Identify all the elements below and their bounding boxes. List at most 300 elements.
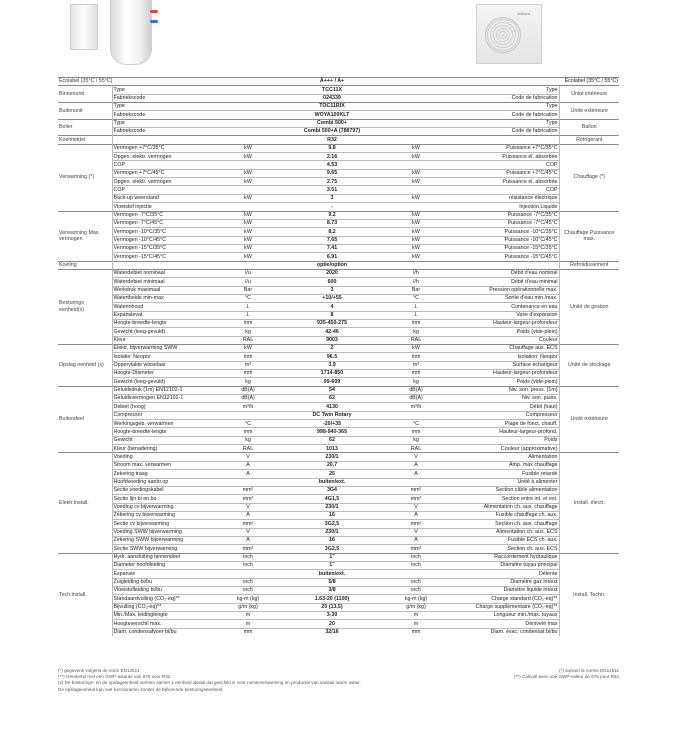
spec-label-fr: Section ch. aux. ECS (440, 545, 559, 553)
spec-unit: A (224, 470, 272, 478)
spec-row (58, 428, 619, 436)
spec-unit-fr: A (392, 511, 440, 519)
storage-tank-image (110, 0, 152, 65)
group-label-fr: Install. Techn. (559, 553, 619, 636)
spec-unit-fr (392, 203, 440, 211)
spec-row (58, 436, 619, 444)
spec-value: 20 (272, 620, 392, 628)
spec-unit: kW (224, 228, 272, 236)
spec-unit: kW (224, 178, 272, 186)
spec-label-nl: Back-up weerstand (112, 194, 224, 202)
spec-value: 2.16 (272, 153, 392, 161)
spec-row (58, 620, 619, 628)
spec-unit-fr: mm (392, 428, 440, 436)
spec-value: Combi 500+ (272, 119, 392, 127)
group-label-nl: Buitendeel (58, 386, 112, 453)
spec-label-nl: Vermogen -7°C/35°C (112, 211, 224, 219)
spec-label-fr: Compresseur (440, 411, 559, 419)
spec-unit: °C (224, 420, 272, 428)
spec-label-nl: COP (112, 186, 224, 194)
spec-label-nl: Oppervlakte wisselaar (112, 361, 224, 369)
spec-unit-fr: mm (392, 628, 440, 636)
ecolabel-row (58, 78, 619, 86)
ecolabel-label-fr: Ecolabel (35°C / 55°C) (392, 78, 619, 86)
spec-row (58, 353, 619, 361)
spec-label-fr: Vase d'expansion (440, 311, 559, 319)
spec-unit-fr: kW (392, 211, 440, 219)
spec-label-nl: Bijvulling (CO₂-eq)** (112, 603, 224, 611)
spec-value: DC Twin Rotary (272, 411, 392, 419)
spec-unit-fr: kW (392, 219, 440, 227)
spec-label-fr: Puissance -15°C/35°C (440, 244, 559, 252)
spec-label-fr: Diamètre liquide int/ext (440, 586, 559, 594)
spec-row (58, 520, 619, 528)
spec-value: 4G1,5 (272, 495, 392, 503)
spec-unit-fr: mm² (392, 486, 440, 494)
spec-value: 935-450-275 (272, 319, 392, 327)
spec-value: 6.91 (272, 253, 392, 261)
spec-unit-fr: m² (392, 361, 440, 369)
spec-label-nl: Debiet (hoog) (112, 403, 224, 411)
spec-value: +10/+55 (272, 294, 392, 302)
footnote-row (58, 687, 619, 693)
spec-row (58, 203, 619, 211)
group-label-nl: Koelmiddel (58, 136, 112, 144)
spec-label-nl: Voeding cv bijverwarming (112, 503, 224, 511)
spec-unit-fr (392, 136, 440, 144)
spec-label-nl: Type (112, 86, 224, 94)
spec-label-nl: Vermogen -7°C/45°C (112, 219, 224, 227)
spec-unit-fr: A (392, 461, 440, 469)
spec-label-fr: Type (440, 103, 559, 111)
spec-value: 4130 (272, 403, 392, 411)
group-label-fr: Refroidissement (559, 261, 619, 269)
spec-row (58, 411, 619, 419)
spec-row (58, 161, 619, 169)
spec-row (58, 153, 619, 161)
spec-value: 1714-850 (272, 370, 392, 378)
spec-label-fr: Débit (haut) (440, 403, 559, 411)
spec-label-nl: Sectie SWW bijverwarming (112, 545, 224, 553)
spec-row (58, 370, 619, 378)
spec-row (58, 236, 619, 244)
spec-label-fr: Hauteur-largeur-profondeur (440, 370, 559, 378)
spec-unit-fr: kW (392, 244, 440, 252)
spec-row (58, 536, 619, 544)
spec-unit-fr: inch (392, 561, 440, 569)
group-label-fr: Unité de stockage (559, 345, 619, 387)
spec-unit: °C (224, 294, 272, 302)
spec-label-fr: Charge standard (CO₂-eq)** (440, 595, 559, 603)
spec-value: 230/1 (272, 503, 392, 511)
spec-label-nl: Isolatie: Neopor (112, 353, 224, 361)
spec-label-nl: Compressor (112, 411, 224, 419)
spec-unit: V (224, 453, 272, 461)
spec-label-nl (112, 261, 224, 269)
spec-unit-fr: kW (392, 144, 440, 152)
spec-unit: kW (224, 169, 272, 177)
spec-value: 8.73 (272, 219, 392, 227)
spec-unit: L (224, 303, 272, 311)
spec-label-nl (112, 136, 224, 144)
spec-row (58, 136, 619, 144)
spec-unit-fr: L (392, 311, 440, 319)
spec-row (58, 219, 619, 227)
spec-value: 9003 (272, 336, 392, 344)
spec-label-fr: Diamètre gaz int/ext (440, 578, 559, 586)
spec-unit-fr: °C (392, 420, 440, 428)
spec-group (58, 136, 619, 144)
spec-unit-fr (392, 119, 440, 127)
spec-label-nl: Zekering traag (112, 470, 224, 478)
spec-group (58, 119, 619, 136)
spec-group (58, 144, 619, 211)
spec-row (58, 470, 619, 478)
spec-unit-fr: kW (392, 228, 440, 236)
hot-pipe-icon (150, 10, 158, 13)
ecolabel-value: A+++ / A+ (272, 78, 392, 86)
spec-label-nl: Waterdebiet minimaal (112, 278, 224, 286)
spec-value: 9.8 (272, 144, 392, 152)
spec-label-fr: Puissance él. absorbée (440, 153, 559, 161)
spec-unit: inch (224, 553, 272, 561)
spec-label-fr: Alimentation ch. aux. chauffage (440, 503, 559, 511)
spec-label-nl: Vermogen -15°C/35°C (112, 244, 224, 252)
spec-row (58, 319, 619, 327)
spec-value: 3.9 (272, 361, 392, 369)
spec-row (58, 395, 619, 403)
spec-value: optie/option (272, 261, 392, 269)
spec-row (58, 586, 619, 594)
spec-label-nl: Waterdebiet nominaal (112, 269, 224, 277)
spec-label-nl: Waterinhoud (112, 303, 224, 311)
spec-value: 1" (272, 553, 392, 561)
spec-value: 20.7 (272, 461, 392, 469)
spec-label-fr: Type (440, 86, 559, 94)
spec-row (58, 86, 619, 94)
spec-label-nl: Sectie lijn bi en bu (112, 495, 224, 503)
spec-label-fr: Diam. évac. condensat bi/bu (440, 628, 559, 636)
spec-row (58, 336, 619, 344)
spec-label-fr: Section entre int. et ext. (440, 495, 559, 503)
outdoor-unit-brand: Vaillant (517, 11, 530, 16)
spec-group (58, 453, 619, 553)
spec-unit-fr (392, 411, 440, 419)
footnote-nl: (**) Gerekend met een GWP-waarde van 675 voor R32 (58, 674, 171, 680)
spec-unit: inch (224, 578, 272, 586)
spec-label-nl: Hoogte-breedte-lengte (112, 319, 224, 327)
spec-unit-fr (392, 161, 440, 169)
spec-unit (224, 119, 272, 127)
spec-row (58, 478, 619, 486)
spec-group (58, 86, 619, 103)
spec-unit: mm (224, 628, 272, 636)
spec-row (58, 486, 619, 494)
group-label-fr: Install. électr. (559, 453, 619, 553)
spec-label-nl: Vloeistofleiding bi/bu (112, 586, 224, 594)
spec-value: 96.5 (272, 353, 392, 361)
spec-row (58, 286, 619, 294)
spec-label-fr: Diamètre tuyau principal (440, 561, 559, 569)
spec-unit: dB(A) (224, 395, 272, 403)
spec-row (58, 194, 619, 202)
spec-unit: L (224, 311, 272, 319)
spec-label-fr: Puissance -10°C/45°C (440, 236, 559, 244)
group-label-nl: Tech.install. (58, 553, 112, 636)
spec-group (58, 211, 619, 261)
spec-label-nl: Kleur (112, 336, 224, 344)
spec-label-nl: Fabriekscode (112, 128, 224, 136)
spec-unit-fr: A (392, 470, 440, 478)
spec-value: 1.63-20 (1100) (272, 595, 392, 603)
spec-group (58, 345, 619, 387)
spec-unit: mm² (224, 495, 272, 503)
spec-value: 3G4 (272, 486, 392, 494)
spec-row (58, 103, 619, 111)
spec-unit (224, 136, 272, 144)
spec-table-frame (58, 77, 619, 667)
spec-value: 2 (272, 345, 392, 353)
spec-row (58, 553, 619, 561)
spec-unit-fr: kW (392, 236, 440, 244)
spec-row (58, 603, 619, 611)
spec-unit-fr: mm² (392, 495, 440, 503)
spec-unit: kW (224, 211, 272, 219)
spec-label-nl: Vermogen -15°C/45°C (112, 253, 224, 261)
spec-value: -20/+35 (272, 420, 392, 428)
spec-label-fr: Amp. max chauffage (440, 461, 559, 469)
spec-value: 8.2 (272, 228, 392, 236)
spec-row (58, 511, 619, 519)
spec-label-fr: Puissance +7°C/35°C (440, 144, 559, 152)
spec-row (58, 345, 619, 353)
spec-label-nl: Fabriekscode (112, 94, 224, 102)
spec-value: 230/1 (272, 528, 392, 536)
spec-row (58, 578, 619, 586)
spec-label-fr: Couleur (approximative) (440, 445, 559, 453)
spec-label-fr: résistance électrique (440, 194, 559, 202)
spec-unit: kg (224, 436, 272, 444)
spec-unit-fr (392, 478, 440, 486)
spec-unit: mm (224, 319, 272, 327)
spec-label-fr: Puissance -7°C/35°C (440, 211, 559, 219)
spec-unit-fr: kg-m (kg) (392, 595, 440, 603)
spec-label-fr (440, 136, 559, 144)
spec-unit (224, 478, 272, 486)
spec-label-fr: COP (440, 161, 559, 169)
spec-label-fr: Type (440, 119, 559, 127)
spec-row (58, 169, 619, 177)
spec-row (58, 453, 619, 461)
spec-unit: m² (224, 361, 272, 369)
group-label-fr: Unité extérieure (559, 386, 619, 453)
group-label-nl: Buitenunit (58, 103, 112, 120)
spec-unit (224, 411, 272, 419)
spec-row (58, 111, 619, 119)
spec-unit-fr: m (392, 620, 440, 628)
spec-label-fr (440, 261, 559, 269)
spec-unit: kW (224, 244, 272, 252)
spec-label-fr: Code de fabrication (440, 128, 559, 136)
spec-label-nl: Kleur (benadering) (112, 445, 224, 453)
spec-unit-fr (392, 570, 440, 578)
spec-value: - (272, 203, 392, 211)
spec-value: 20 (13,5) (272, 603, 392, 611)
spec-value: buiten/ext. (272, 478, 392, 486)
spec-unit-fr: V (392, 453, 440, 461)
spec-group (58, 103, 619, 120)
spec-label-nl: Sectie voedingskabel (112, 486, 224, 494)
group-label-nl: Boiler (58, 119, 112, 136)
spec-label-fr: Unité à alimenter (440, 478, 559, 486)
spec-label-fr: Fusible chauffage ch. aux. (440, 511, 559, 519)
spec-value: 9.65 (272, 169, 392, 177)
spec-label-fr: Débit d'eau nominal (440, 269, 559, 277)
outdoor-unit-image (476, 4, 542, 64)
group-label-fr: Ballon (559, 119, 619, 136)
footnote-nl: (*) gegevens volgens de norm EN14511 (58, 668, 140, 673)
spec-value: 42-46 (272, 328, 392, 336)
spec-row (58, 461, 619, 469)
spec-label-fr: Pression opérationnelle max. (440, 286, 559, 294)
spec-value: 9.2 (272, 211, 392, 219)
spec-label-fr: Puissance él. absorbée (440, 178, 559, 186)
spec-label-nl: Sectie cv bijverwarming (112, 520, 224, 528)
spec-unit-fr: kW (392, 153, 440, 161)
spec-value: 998-940-365 (272, 428, 392, 436)
spec-label-fr: Section ch. aux. chauffage (440, 520, 559, 528)
spec-unit (224, 128, 272, 136)
spec-unit (224, 86, 272, 94)
spec-value: 4 (272, 303, 392, 311)
spec-value: TCC11X (272, 86, 392, 94)
spec-label-fr: Puissance -15°C/45°C (440, 253, 559, 261)
spec-unit-fr: inch (392, 586, 440, 594)
spec-unit: mm (224, 370, 272, 378)
spec-label-nl: Stroom max. verwarmen (112, 461, 224, 469)
spec-label-fr: COP (440, 186, 559, 194)
spec-row (58, 403, 619, 411)
spec-value: 25 (272, 470, 392, 478)
spec-value: 3-30 (272, 612, 392, 620)
spec-row (58, 420, 619, 428)
spec-unit: kg-m (kg) (224, 595, 272, 603)
spec-unit: kg (224, 328, 272, 336)
spec-label-nl: Vermogen -10°C/45°C (112, 236, 224, 244)
spec-label-nl: Type (112, 103, 224, 111)
spec-label-nl: Hydr. aansluiting binnendeel (112, 553, 224, 561)
ecolabel-label-nl: Ecolabel (35°C / 55°C) (58, 78, 272, 86)
spec-row (58, 361, 619, 369)
spec-row (58, 612, 619, 620)
spec-unit-fr: A (392, 536, 440, 544)
spec-value: 4.53 (272, 161, 392, 169)
spec-value: 600 (272, 278, 392, 286)
spec-unit: inch (224, 561, 272, 569)
spec-unit: kW (224, 219, 272, 227)
spec-unit-fr: g/m (kg) (392, 603, 440, 611)
footnote-nl: (x) De besturings- en de opslageenheid vormen samen 1 eenheid ideaal dat geschikt is voor ruimteverwarming en productie van sanitair warm water. (58, 680, 361, 686)
spec-label-nl: Expansievat (112, 311, 224, 319)
spec-label-fr: Code de fabrication (440, 94, 559, 102)
spec-label-nl: Min./Max. leidinglengte (112, 612, 224, 620)
group-label-fr: Chauffage Puissance max. (559, 211, 619, 261)
spec-row (58, 94, 619, 102)
spec-label-fr: Alimentation (440, 453, 559, 461)
spec-value: 2.75 (272, 178, 392, 186)
spec-unit: m (224, 612, 272, 620)
spec-label-nl: Vermogen +7°C/35°C (112, 144, 224, 152)
spec-value: 62 (272, 436, 392, 444)
spec-label-fr: Niv. son. press. (1m) (440, 386, 559, 394)
spec-unit-fr: mm² (392, 545, 440, 553)
group-label-fr: Unité intérieure (559, 86, 619, 103)
spec-label-nl: Opgen. elektr. vermogen (112, 153, 224, 161)
spec-value: Combi 500+A (788797) (272, 128, 392, 136)
spec-value: buiten/ext. (272, 570, 392, 578)
spec-label-nl: Opgen. elektr. vermogen (112, 178, 224, 186)
spec-unit: mm (224, 428, 272, 436)
spec-label-fr: Isolation: Neopor (440, 353, 559, 361)
spec-label-fr: Fusible ECS ch. aux. (440, 536, 559, 544)
spec-unit-fr: mm (392, 319, 440, 327)
spec-label-fr: Débit d'eau minimal (440, 278, 559, 286)
spec-unit-fr (392, 186, 440, 194)
spec-label-fr: Plage de fonct. chauff. (440, 420, 559, 428)
spec-unit: kW (224, 236, 272, 244)
spec-unit-fr (392, 86, 440, 94)
spec-row (58, 628, 619, 636)
spec-unit: kg (224, 378, 272, 386)
spec-group (58, 386, 619, 453)
spec-unit-fr: V (392, 503, 440, 511)
spec-value: 62 (272, 395, 392, 403)
spec-unit: m (224, 620, 272, 628)
spec-unit (224, 186, 272, 194)
spec-row (58, 253, 619, 261)
spec-unit-fr: mm (392, 353, 440, 361)
spec-label-fr: Puissance +7°C/45°C (440, 169, 559, 177)
spec-row (58, 211, 619, 219)
spec-row (58, 561, 619, 569)
spec-row (58, 278, 619, 286)
spec-unit: dB(A) (224, 386, 272, 394)
spec-unit-fr: kW (392, 194, 440, 202)
spec-label-nl: Watertbeide min-max (112, 294, 224, 302)
spec-unit: mm² (224, 545, 272, 553)
spec-label-fr: Niv. son. puiss. (440, 395, 559, 403)
spec-label-fr: Charge supplémentaire (CO₂-eq)** (440, 603, 559, 611)
spec-value: R32 (272, 136, 392, 144)
spec-unit-fr: kg (392, 436, 440, 444)
spec-row (58, 186, 619, 194)
spec-label-fr: Section câble alimentation (440, 486, 559, 494)
spec-row (58, 495, 619, 503)
spec-label-fr: Détente (440, 570, 559, 578)
spec-value: 16 (272, 536, 392, 544)
group-label-fr: Chauffage (*) (559, 144, 619, 211)
spec-label-nl: Voeding (112, 453, 224, 461)
group-label-nl: Koeling (58, 261, 112, 269)
spec-label-nl: Werkingsgeb. verwarmen (112, 420, 224, 428)
spec-unit-fr: V (392, 528, 440, 536)
spec-unit: mm² (224, 520, 272, 528)
spec-value: 3/8 (272, 586, 392, 594)
spec-label-fr: Longueur min./max. tuyaux (440, 612, 559, 620)
spec-label-fr: Couleur (440, 336, 559, 344)
spec-unit-fr: kg (392, 328, 440, 336)
spec-label-nl: Vloeistof injectie (112, 203, 224, 211)
